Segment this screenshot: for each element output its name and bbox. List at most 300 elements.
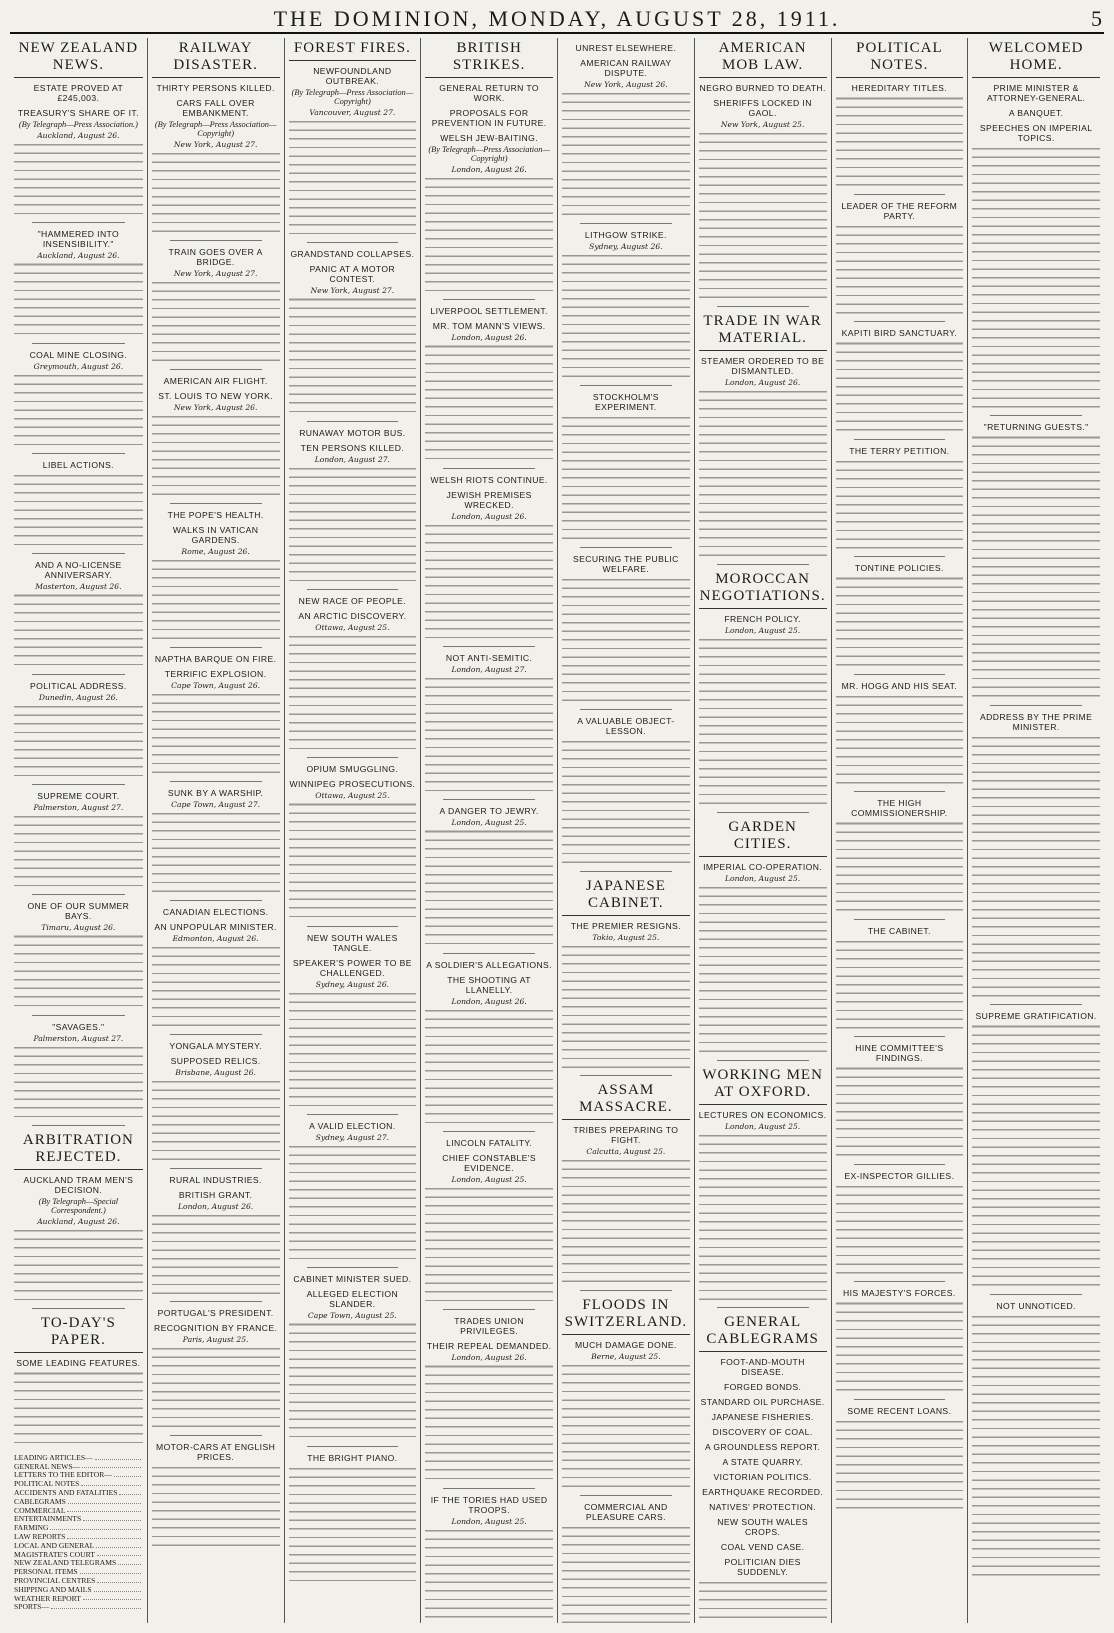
contents-item (14, 1603, 143, 1612)
body-text (836, 458, 964, 553)
body-text (289, 633, 417, 753)
article (562, 716, 690, 872)
body-text (152, 279, 280, 365)
article-subhead: THE POPE'S HEALTH. (167, 509, 264, 520)
article-subhead: LEADER OF THE REFORM PARTY. (841, 200, 958, 221)
body-text (836, 1418, 964, 1513)
article-subhead: PRIME MINISTER & ATTORNEY-GENERAL. (986, 83, 1086, 103)
article-divider (443, 646, 535, 647)
body-text (836, 95, 964, 190)
article-subhead: SUPPOSED RELICS. (170, 1055, 261, 1066)
article-divider (990, 705, 1082, 706)
article-divider (307, 1446, 399, 1447)
article-subhead: CHIEF CONSTABLE'S EVIDENCE. (442, 1152, 536, 1173)
article-subhead: MR. TOM MANN'S VIEWS. (432, 321, 546, 332)
body-text (836, 340, 964, 435)
article-subhead: SHERIFFS LOCKED IN GAOL. (713, 98, 812, 118)
article-subhead: TERRIFIC EXPLOSION. (164, 668, 267, 679)
article-dateline: London, August 25. (451, 1174, 527, 1184)
article-divider (717, 812, 809, 813)
article-subhead: TREASURY'S SHARE OF IT. (17, 108, 139, 118)
contents-item-label: COMMERCIAL (14, 1505, 66, 1515)
article (152, 1308, 280, 1436)
leader-dots (97, 1577, 140, 1583)
article-subhead: TRAIN GOES OVER A BRIDGE. (168, 246, 263, 267)
article-divider (580, 1075, 672, 1076)
article-subhead: YONGALA MYSTERY. (169, 1040, 262, 1051)
article-subhead: FRENCH POLICY. (724, 613, 801, 624)
article (699, 1067, 827, 1309)
article-divider (443, 1488, 535, 1489)
article-subhead: "HAMMERED INTO INSENSIBILITY." (37, 229, 120, 250)
leader-dots (67, 1533, 140, 1539)
article-divider (170, 900, 262, 901)
article-divider (854, 1399, 946, 1400)
article-subhead: VICTORIAN POLITICS. (713, 1472, 812, 1483)
article (289, 1274, 417, 1446)
article (289, 249, 417, 421)
leader-dots (114, 1471, 141, 1477)
article (699, 313, 827, 565)
article-divider (32, 1308, 125, 1309)
article (425, 306, 553, 468)
article-subhead: NATIVES' PROTECTION. (709, 1502, 817, 1513)
leader-dots (96, 1542, 140, 1548)
body-text (562, 1157, 690, 1286)
article-subhead: THEIR REPEAL DEMANDED. (426, 1341, 552, 1352)
contents-item-label: ENTERTAINMENTS (14, 1514, 82, 1524)
article-dateline: London, August 26. (451, 996, 527, 1006)
body-text (972, 145, 1100, 411)
article-subhead: IMPERIAL CO-OPERATION. (703, 861, 823, 872)
article-subhead: A GROUNDLESS REPORT. (704, 1442, 821, 1453)
article-byline: (By Telegraph—Press Association—Copyright) (428, 145, 550, 163)
article-dateline: Paris, August 25. (182, 1335, 249, 1345)
contents-item-label: MAGISTRATE'S COURT (14, 1549, 95, 1559)
body-text (836, 1300, 964, 1395)
contents-item-label: ACCIDENTS AND FATALITIES (14, 1487, 118, 1497)
article (972, 40, 1100, 416)
article (14, 40, 143, 223)
article-dateline: New York, August 25. (720, 120, 805, 129)
article-subhead: HINE COMMITTEE'S FINDINGS. (855, 1043, 944, 1064)
body-text (699, 388, 827, 560)
article-subhead: MUCH DAMAGE DONE. (574, 1340, 677, 1351)
article-subhead: ADDRESS BY THE PRIME MINISTER. (979, 711, 1093, 732)
article-subhead: RECOGNITION BY FRANCE. (154, 1323, 278, 1334)
article-subhead: UNREST ELSEWHERE. (575, 43, 677, 53)
article-subhead: AN ARCTIC DISCOVERY. (298, 610, 407, 621)
article-divider (170, 1435, 262, 1436)
article (14, 1315, 143, 1447)
leader-dots (83, 1515, 140, 1521)
article-dateline: London, August 25. (451, 818, 527, 828)
article-divider (717, 1307, 809, 1308)
article-subhead: AND A NO-LICENSE ANNIVERSARY. (35, 560, 122, 581)
leader-dots (82, 1463, 141, 1469)
article-subhead: THE SHOOTING AT LLANELLY. (447, 974, 531, 995)
body-text (152, 691, 280, 777)
article-headline: ARBITRATION REJECTED. (14, 1132, 143, 1170)
body-text (425, 675, 553, 795)
page-number: 5 (1091, 6, 1102, 31)
body-text (562, 738, 690, 867)
body-text (836, 1065, 964, 1160)
article-subhead: "RETURNING GUESTS." (983, 422, 1089, 433)
article-divider (854, 791, 946, 792)
article-dateline: Palmerston, August 27. (33, 803, 124, 813)
article-subhead: SPEAKER'S POWER TO BE CHALLENGED. (292, 957, 412, 978)
body-text (699, 1579, 827, 1623)
article (152, 376, 280, 504)
body-text (152, 150, 280, 236)
article-dateline: Masterton, August 26. (35, 582, 122, 592)
contents-item-label: PERSONAL ITEMS (14, 1567, 78, 1577)
article-subhead: THE HIGH COMMISSIONERSHIP. (851, 798, 948, 819)
contents-item-label: LETTERS TO THE EDITOR— (14, 1470, 112, 1480)
columns-container (10, 38, 1104, 1623)
article-subhead: IF THE TORIES HAD USED TROOPS. (430, 1494, 548, 1515)
column-8 (967, 38, 1104, 1623)
column-3 (284, 38, 421, 1623)
article-subhead: SECURING THE PUBLIC WELFARE. (572, 553, 679, 574)
body-text (289, 1321, 417, 1441)
article-byline: (By Telegraph—Special Correspondent.) (38, 1197, 119, 1216)
body-text (836, 1183, 964, 1278)
article-subhead: SUPREME GRATIFICATION. (975, 1011, 1097, 1022)
article-divider (307, 1267, 399, 1268)
article (425, 960, 553, 1132)
leader-dots (81, 1480, 140, 1486)
article (289, 1121, 417, 1268)
body-text (562, 576, 690, 705)
article-divider (717, 1060, 809, 1061)
article-headline: POLITICAL NOTES. (836, 40, 964, 78)
article-headline: JAPANESE CABINET. (562, 878, 690, 916)
article-subhead: HEREDITARY TITLES. (851, 83, 948, 93)
article-divider (990, 1004, 1082, 1005)
article (289, 428, 417, 590)
article-dateline: New York, August 27. (173, 140, 258, 149)
article-byline: (By Telegraph—Press Association—Copyright) (291, 88, 414, 106)
article-divider (854, 1164, 946, 1165)
article-divider (32, 222, 125, 223)
column-4 (420, 38, 557, 1623)
article-dateline: London, August 26. (451, 333, 527, 343)
article-divider (580, 709, 672, 710)
article-dateline: Timaru, August 26. (41, 923, 116, 933)
article-divider (32, 894, 125, 895)
article-divider (854, 194, 946, 195)
article-subhead: ONE OF OUR SUMMER BAYS. (27, 901, 130, 922)
article-divider (717, 564, 809, 565)
article-subhead: ALLEGED ELECTION SLANDER. (306, 1289, 399, 1310)
article-dateline: London, August 25. (451, 1516, 527, 1526)
body-text (425, 1527, 553, 1624)
article-divider (307, 1114, 399, 1115)
article-subhead: BRITISH GRANT. (178, 1189, 253, 1200)
article (152, 40, 280, 241)
article (836, 1043, 964, 1165)
article-subhead: DISCOVERY OF COAL. (712, 1427, 813, 1438)
article-subhead: EARTHQUAKE RECORDED. (702, 1487, 824, 1498)
body-text (836, 223, 964, 318)
body-text (152, 1078, 280, 1164)
article-dateline: London, August 26. (178, 1201, 254, 1211)
article-headline: NEW ZEALAND NEWS. (14, 40, 143, 78)
article-divider (854, 556, 946, 557)
body-text (699, 636, 827, 808)
article-subhead: PORTUGAL'S PRESIDENT. (157, 1308, 274, 1319)
article-divider (990, 1294, 1082, 1295)
article (152, 1041, 280, 1169)
article-subhead: FOOT-AND-MOUTH DISEASE. (720, 1357, 805, 1378)
body-text (152, 944, 280, 1030)
contents-item-label: FARMING (14, 1523, 49, 1533)
body-text (972, 1313, 1100, 1579)
article-subhead: STANDARD OIL PURCHASE. (700, 1397, 825, 1408)
body-text (699, 1132, 827, 1304)
article-divider (307, 421, 399, 422)
article-subhead: THE BRIGHT PIANO. (307, 1452, 398, 1463)
article-subhead: NAPTHA BARQUE ON FIRE. (154, 653, 277, 664)
article (289, 1453, 417, 1585)
article-dateline: Palmerston, August 27. (33, 1033, 124, 1043)
article-subhead: THE CABINET. (867, 925, 931, 936)
article (14, 229, 143, 343)
article-dateline: London, August 26. (451, 165, 527, 174)
article-subhead: FORGED BONDS. (723, 1382, 802, 1393)
body-text (425, 1007, 553, 1127)
contents-item-label: NEW ZEALAND TELEGRAMS (14, 1558, 117, 1568)
article-dateline: Cape Town, August 27. (171, 799, 261, 809)
body-text (152, 1212, 280, 1298)
article-subhead: POLITICAL ADDRESS. (30, 680, 127, 691)
contents-item-label: GENERAL NEWS— (14, 1461, 81, 1471)
article-subhead: NEGRO BURNED TO DEATH. (699, 83, 826, 93)
body-text (14, 933, 143, 1010)
article-divider (717, 306, 809, 307)
body-text (152, 1464, 280, 1550)
leader-dots (94, 1586, 141, 1592)
article-subhead: CANADIAN ELECTIONS. (162, 906, 269, 917)
body-text (562, 1524, 690, 1623)
contents-item-label: LAW REPORTS (14, 1531, 66, 1541)
article-dateline: London, August 25. (725, 1121, 801, 1131)
leader-dots (51, 1603, 141, 1609)
article-subhead: CARS FALL OVER EMBANKMENT. (176, 98, 255, 118)
article-divider (990, 415, 1082, 416)
article-dateline: Berne, August 25. (591, 1352, 661, 1362)
article-divider (170, 647, 262, 648)
article-headline: WORKING MEN AT OXFORD. (699, 1067, 827, 1105)
article-dateline: Greymouth, August 26. (33, 361, 124, 371)
article-subhead: LITHGOW STRIKE. (584, 229, 667, 240)
article-subhead: PANIC AT A MOTOR CONTEST. (309, 264, 396, 285)
article-divider (443, 1309, 535, 1310)
article (972, 1301, 1100, 1579)
article-subhead: NEWFOUNDLAND OUTBREAK. (313, 66, 392, 86)
article-subhead: THIRTY PERSONS KILLED. (156, 83, 275, 93)
article-divider (32, 343, 125, 344)
body-text (425, 1185, 553, 1305)
article-headline: WELCOMED HOME. (972, 40, 1100, 78)
article-dateline: Calcutta, August 25. (586, 1147, 666, 1157)
article-dateline: London, August 25. (725, 625, 801, 635)
article-subhead: THE PREMIER RESIGNS. (570, 920, 681, 931)
contents-item-label: SHIPPING AND MAILS (14, 1584, 92, 1594)
article (836, 328, 964, 440)
article-subhead: GRANDSTAND COLLAPSES. (290, 249, 415, 260)
article-headline: MOROCCAN NEGOTIATIONS. (699, 571, 827, 609)
article-subhead: GENERAL RETURN TO WORK. (439, 83, 539, 103)
body-text (152, 557, 280, 643)
article-headline: TO-DAY'S PAPER. (14, 1315, 143, 1353)
article-subhead: A VALUABLE OBJECT-LESSON. (577, 715, 675, 736)
body-text (289, 1143, 417, 1263)
article (425, 40, 553, 300)
body-text (836, 693, 964, 788)
article-subhead: AUCKLAND TRAM MEN'S DECISION. (23, 1175, 134, 1196)
article-headline: TRADE IN WAR MATERIAL. (699, 313, 827, 351)
article-subhead: NOT UNNOTICED. (996, 1300, 1076, 1311)
article-subhead: JEWISH PREMISES WRECKED. (446, 489, 532, 510)
article-divider (854, 674, 946, 675)
article-headline: FLOODS IN SWITZERLAND. (562, 1297, 690, 1335)
article-subhead: COAL VEND CASE. (720, 1542, 805, 1553)
article-subhead: SOME RECENT LOANS. (847, 1405, 952, 1416)
article-dateline: New York, August 26. (173, 402, 258, 412)
article-headline: ASSAM MASSACRE. (562, 1082, 690, 1120)
article-divider (580, 1290, 672, 1291)
article-subhead: WELSH RIOTS CONTINUE. (430, 474, 548, 485)
article (152, 247, 280, 370)
column-6 (694, 38, 831, 1623)
article-subhead: KAPITI BIRD SANCTUARY. (841, 328, 958, 339)
contents-item-label: SPORTS— (14, 1602, 49, 1612)
article (836, 681, 964, 793)
contents-item-label: LOCAL AND GENERAL (14, 1540, 95, 1550)
article (289, 933, 417, 1115)
article-subhead: A STATE QUARRY. (722, 1457, 803, 1468)
article-dateline: London, August 27. (314, 454, 390, 464)
body-text (152, 810, 280, 896)
article-dateline: Cape Town, August 26. (171, 680, 261, 690)
article-subhead: WALKS IN VATICAN GARDENS. (172, 524, 259, 545)
body-text (14, 1227, 143, 1304)
body-text (425, 828, 553, 948)
article (152, 1175, 280, 1303)
article-headline: FOREST FIRES. (289, 40, 417, 61)
article-divider (307, 242, 399, 243)
body-text (972, 734, 1100, 1000)
body-text (562, 414, 690, 543)
article (152, 654, 280, 782)
body-text (14, 472, 143, 549)
article (836, 1171, 964, 1283)
article-dateline: Dunedin, August 26. (38, 692, 118, 702)
body-text (836, 820, 964, 915)
article-subhead: LINCOLN FATALITY. (446, 1137, 533, 1148)
article-dateline: Auckland, August 26. (37, 251, 120, 261)
article (562, 230, 690, 386)
article-divider (580, 871, 672, 872)
article-divider (170, 781, 262, 782)
body-text (289, 990, 417, 1110)
article-subhead: LIVERPOOL SETTLEMENT. (430, 306, 548, 317)
article (562, 43, 690, 224)
article-divider (170, 369, 262, 370)
article-divider (580, 385, 672, 386)
article-subhead: WINNIPEG PROSECUTIONS. (289, 779, 416, 790)
article-divider (170, 1034, 262, 1035)
column-5 (557, 38, 694, 1623)
article-dateline: Sydney, August 27. (315, 1132, 390, 1142)
body-text (152, 1345, 280, 1431)
article-byline: (By Telegraph—Press Association—Copyright) (154, 120, 277, 138)
article-dateline: Ottawa, August 25. (315, 791, 390, 801)
article (425, 1138, 553, 1310)
article (562, 1082, 690, 1291)
article (14, 350, 143, 454)
article (699, 40, 827, 307)
article (836, 798, 964, 920)
article-subhead: NEW SOUTH WALES CROPS. (717, 1517, 808, 1538)
article-dateline: Auckland, August 26. (37, 1217, 120, 1227)
body-text (699, 884, 827, 1056)
article-dateline: London, August 25. (725, 873, 801, 883)
article-divider (170, 1168, 262, 1169)
article-dateline: New York, August 27. (310, 286, 395, 296)
article-divider (307, 589, 399, 590)
article-dateline: Tokio, August 25. (592, 932, 660, 942)
article-divider (307, 926, 399, 927)
article (425, 475, 553, 647)
contents-item-label: POLITICAL NOTES (14, 1479, 80, 1489)
body-text (289, 801, 417, 921)
article-subhead: TEN PERSONS KILLED. (300, 442, 405, 453)
leader-dots (119, 1489, 140, 1495)
article-divider (443, 1131, 535, 1132)
article (14, 1022, 143, 1126)
body-text (289, 118, 417, 238)
article-subhead: EX-INSPECTOR GILLIES. (844, 1170, 955, 1181)
article (836, 40, 964, 195)
article (562, 878, 690, 1077)
article (425, 806, 553, 953)
article-subhead: ESTATE PROVED AT £245,003. (33, 83, 124, 103)
article (152, 907, 280, 1035)
article-dateline: Brisbane, August 26. (175, 1067, 256, 1077)
article-subhead: AN UNPOPULAR MINISTER. (154, 921, 277, 932)
body-text (14, 261, 143, 338)
article-divider (32, 1125, 125, 1126)
body-text (289, 296, 417, 416)
article-subhead: SOME LEADING FEATURES. (16, 1358, 141, 1369)
article-subhead: TRADES UNION PRIVILEGES. (454, 1316, 524, 1337)
body-text (14, 141, 143, 218)
article (289, 40, 417, 243)
article-dateline: Sydney, August 26. (315, 979, 390, 989)
article (562, 1502, 690, 1623)
article-divider (443, 468, 535, 469)
article-subhead: CABINET MINISTER SUED. (293, 1274, 412, 1285)
article-subhead: AMERICAN RAILWAY DISPUTE. (580, 58, 672, 78)
article (425, 653, 553, 800)
article-divider (32, 784, 125, 785)
article-dateline: London, August 26. (451, 1353, 527, 1363)
body-text (836, 575, 964, 670)
